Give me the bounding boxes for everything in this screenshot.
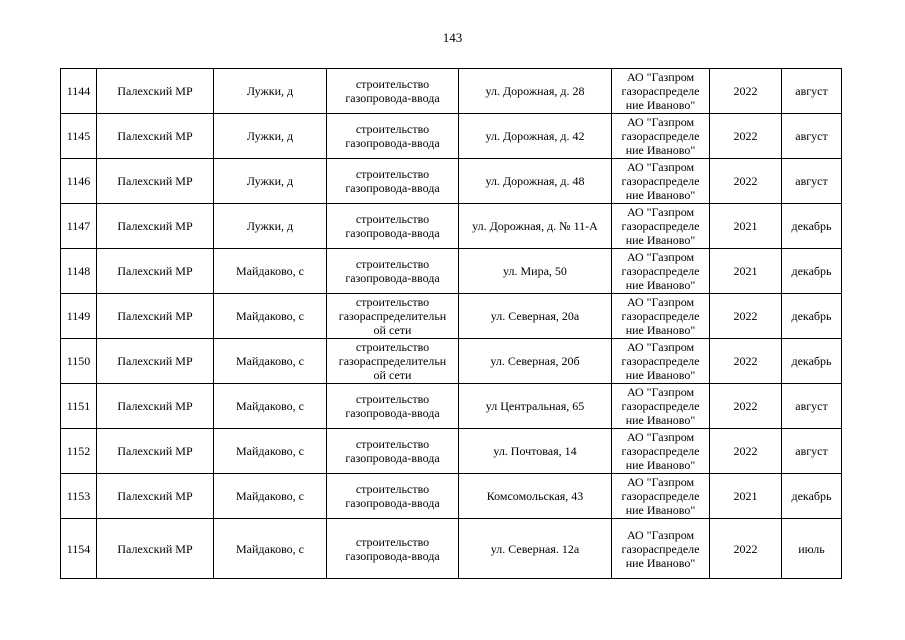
organization-cell: АО "Газпром газораспределе ние Иваново": [612, 474, 710, 519]
table-row: [61, 294, 842, 339]
organization-cell: АО "Газпром газораспределе ние Иваново": [612, 339, 710, 384]
work-type-cell: строительство газопровода-ввода: [327, 384, 459, 429]
row-number: 1145: [61, 114, 97, 159]
settlement-cell: Лужки, д: [214, 114, 327, 159]
row-number: 1151: [61, 384, 97, 429]
address-cell: ул. Мира, 50: [459, 249, 612, 294]
work-type-cell: строительство газопровода-ввода: [327, 474, 459, 519]
address-cell: ул. Северная. 12а: [459, 519, 612, 579]
organization-cell: АО "Газпром газораспределе ние Иваново": [612, 294, 710, 339]
row-number: 1149: [61, 294, 97, 339]
settlement-cell: Лужки, д: [214, 159, 327, 204]
address-cell: ул. Северная, 20б: [459, 339, 612, 384]
work-type-cell: строительство газопровода-ввода: [327, 519, 459, 579]
address-cell: ул Центральная, 65: [459, 384, 612, 429]
table-row: [61, 429, 842, 474]
district-cell: Палехский МР: [97, 204, 214, 249]
year-cell: 2022: [710, 384, 782, 429]
settlement-cell: Майдаково, с: [214, 429, 327, 474]
month-cell: июль: [782, 519, 842, 579]
district-cell: Палехский МР: [97, 294, 214, 339]
settlement-cell: Майдаково, с: [214, 294, 327, 339]
month-cell: август: [782, 384, 842, 429]
settlement-cell: Лужки, д: [214, 69, 327, 114]
district-cell: Палехский МР: [97, 159, 214, 204]
row-number: 1150: [61, 339, 97, 384]
table-row: [61, 339, 842, 384]
work-type-cell: строительство газопровода-ввода: [327, 429, 459, 474]
table-row: [61, 159, 842, 204]
district-cell: Палехский МР: [97, 474, 214, 519]
work-type-cell: строительство газораспределительн ой сети: [327, 339, 459, 384]
year-cell: 2022: [710, 339, 782, 384]
address-cell: ул. Дорожная, д. 48: [459, 159, 612, 204]
work-type-cell: строительство газопровода-ввода: [327, 114, 459, 159]
district-cell: Палехский МР: [97, 249, 214, 294]
year-cell: 2022: [710, 114, 782, 159]
work-type-cell: строительство газопровода-ввода: [327, 249, 459, 294]
row-number: 1154: [61, 519, 97, 579]
year-cell: 2022: [710, 69, 782, 114]
year-cell: 2022: [710, 294, 782, 339]
row-number: 1148: [61, 249, 97, 294]
settlement-cell: Майдаково, с: [214, 249, 327, 294]
row-number: 1153: [61, 474, 97, 519]
address-cell: ул. Дорожная, д. 42: [459, 114, 612, 159]
table-row: [61, 384, 842, 429]
organization-cell: АО "Газпром газораспределе ние Иваново": [612, 384, 710, 429]
organization-cell: АО "Газпром газораспределе ние Иваново": [612, 204, 710, 249]
table-row: [61, 204, 842, 249]
year-cell: 2021: [710, 249, 782, 294]
work-type-cell: строительство газопровода-ввода: [327, 69, 459, 114]
district-cell: Палехский МР: [97, 339, 214, 384]
month-cell: декабрь: [782, 249, 842, 294]
table-row: [61, 114, 842, 159]
year-cell: 2022: [710, 159, 782, 204]
address-cell: ул. Дорожная, д. 28: [459, 69, 612, 114]
district-cell: Палехский МР: [97, 69, 214, 114]
year-cell: 2021: [710, 204, 782, 249]
organization-cell: АО "Газпром газораспределе ние Иваново": [612, 249, 710, 294]
table-row: [61, 519, 842, 579]
address-cell: ул. Дорожная, д. № 11-А: [459, 204, 612, 249]
year-cell: 2022: [710, 519, 782, 579]
organization-cell: АО "Газпром газораспределе ние Иваново": [612, 429, 710, 474]
address-cell: Комсомольская, 43: [459, 474, 612, 519]
row-number: 1152: [61, 429, 97, 474]
organization-cell: АО "Газпром газораспределе ние Иваново": [612, 519, 710, 579]
work-type-cell: строительство газопровода-ввода: [327, 204, 459, 249]
work-type-cell: строительство газораспределительн ой сети: [327, 294, 459, 339]
table-row: [61, 69, 842, 114]
settlement-cell: Майдаково, с: [214, 339, 327, 384]
settlement-cell: Майдаково, с: [214, 384, 327, 429]
district-cell: Палехский МР: [97, 429, 214, 474]
table-row: [61, 474, 842, 519]
month-cell: август: [782, 114, 842, 159]
page-number: 143: [442, 30, 463, 45]
settlement-cell: Майдаково, с: [214, 474, 327, 519]
year-cell: 2021: [710, 474, 782, 519]
month-cell: август: [782, 429, 842, 474]
month-cell: декабрь: [782, 339, 842, 384]
address-cell: ул. Северная, 20а: [459, 294, 612, 339]
organization-cell: АО "Газпром газораспределе ние Иваново": [612, 114, 710, 159]
settlement-cell: Майдаково, с: [214, 519, 327, 579]
month-cell: август: [782, 159, 842, 204]
district-cell: Палехский МР: [97, 519, 214, 579]
gasification-table: [60, 68, 842, 579]
month-cell: декабрь: [782, 294, 842, 339]
table-row: [61, 249, 842, 294]
district-cell: Палехский МР: [97, 384, 214, 429]
work-type-cell: строительство газопровода-ввода: [327, 159, 459, 204]
row-number: 1144: [61, 69, 97, 114]
month-cell: декабрь: [782, 204, 842, 249]
month-cell: август: [782, 69, 842, 114]
organization-cell: АО "Газпром газораспределе ние Иваново": [612, 159, 710, 204]
settlement-cell: Лужки, д: [214, 204, 327, 249]
month-cell: декабрь: [782, 474, 842, 519]
district-cell: Палехский МР: [97, 114, 214, 159]
row-number: 1147: [61, 204, 97, 249]
row-number: 1146: [61, 159, 97, 204]
organization-cell: АО "Газпром газораспределе ние Иваново": [612, 69, 710, 114]
year-cell: 2022: [710, 429, 782, 474]
address-cell: ул. Почтовая, 14: [459, 429, 612, 474]
